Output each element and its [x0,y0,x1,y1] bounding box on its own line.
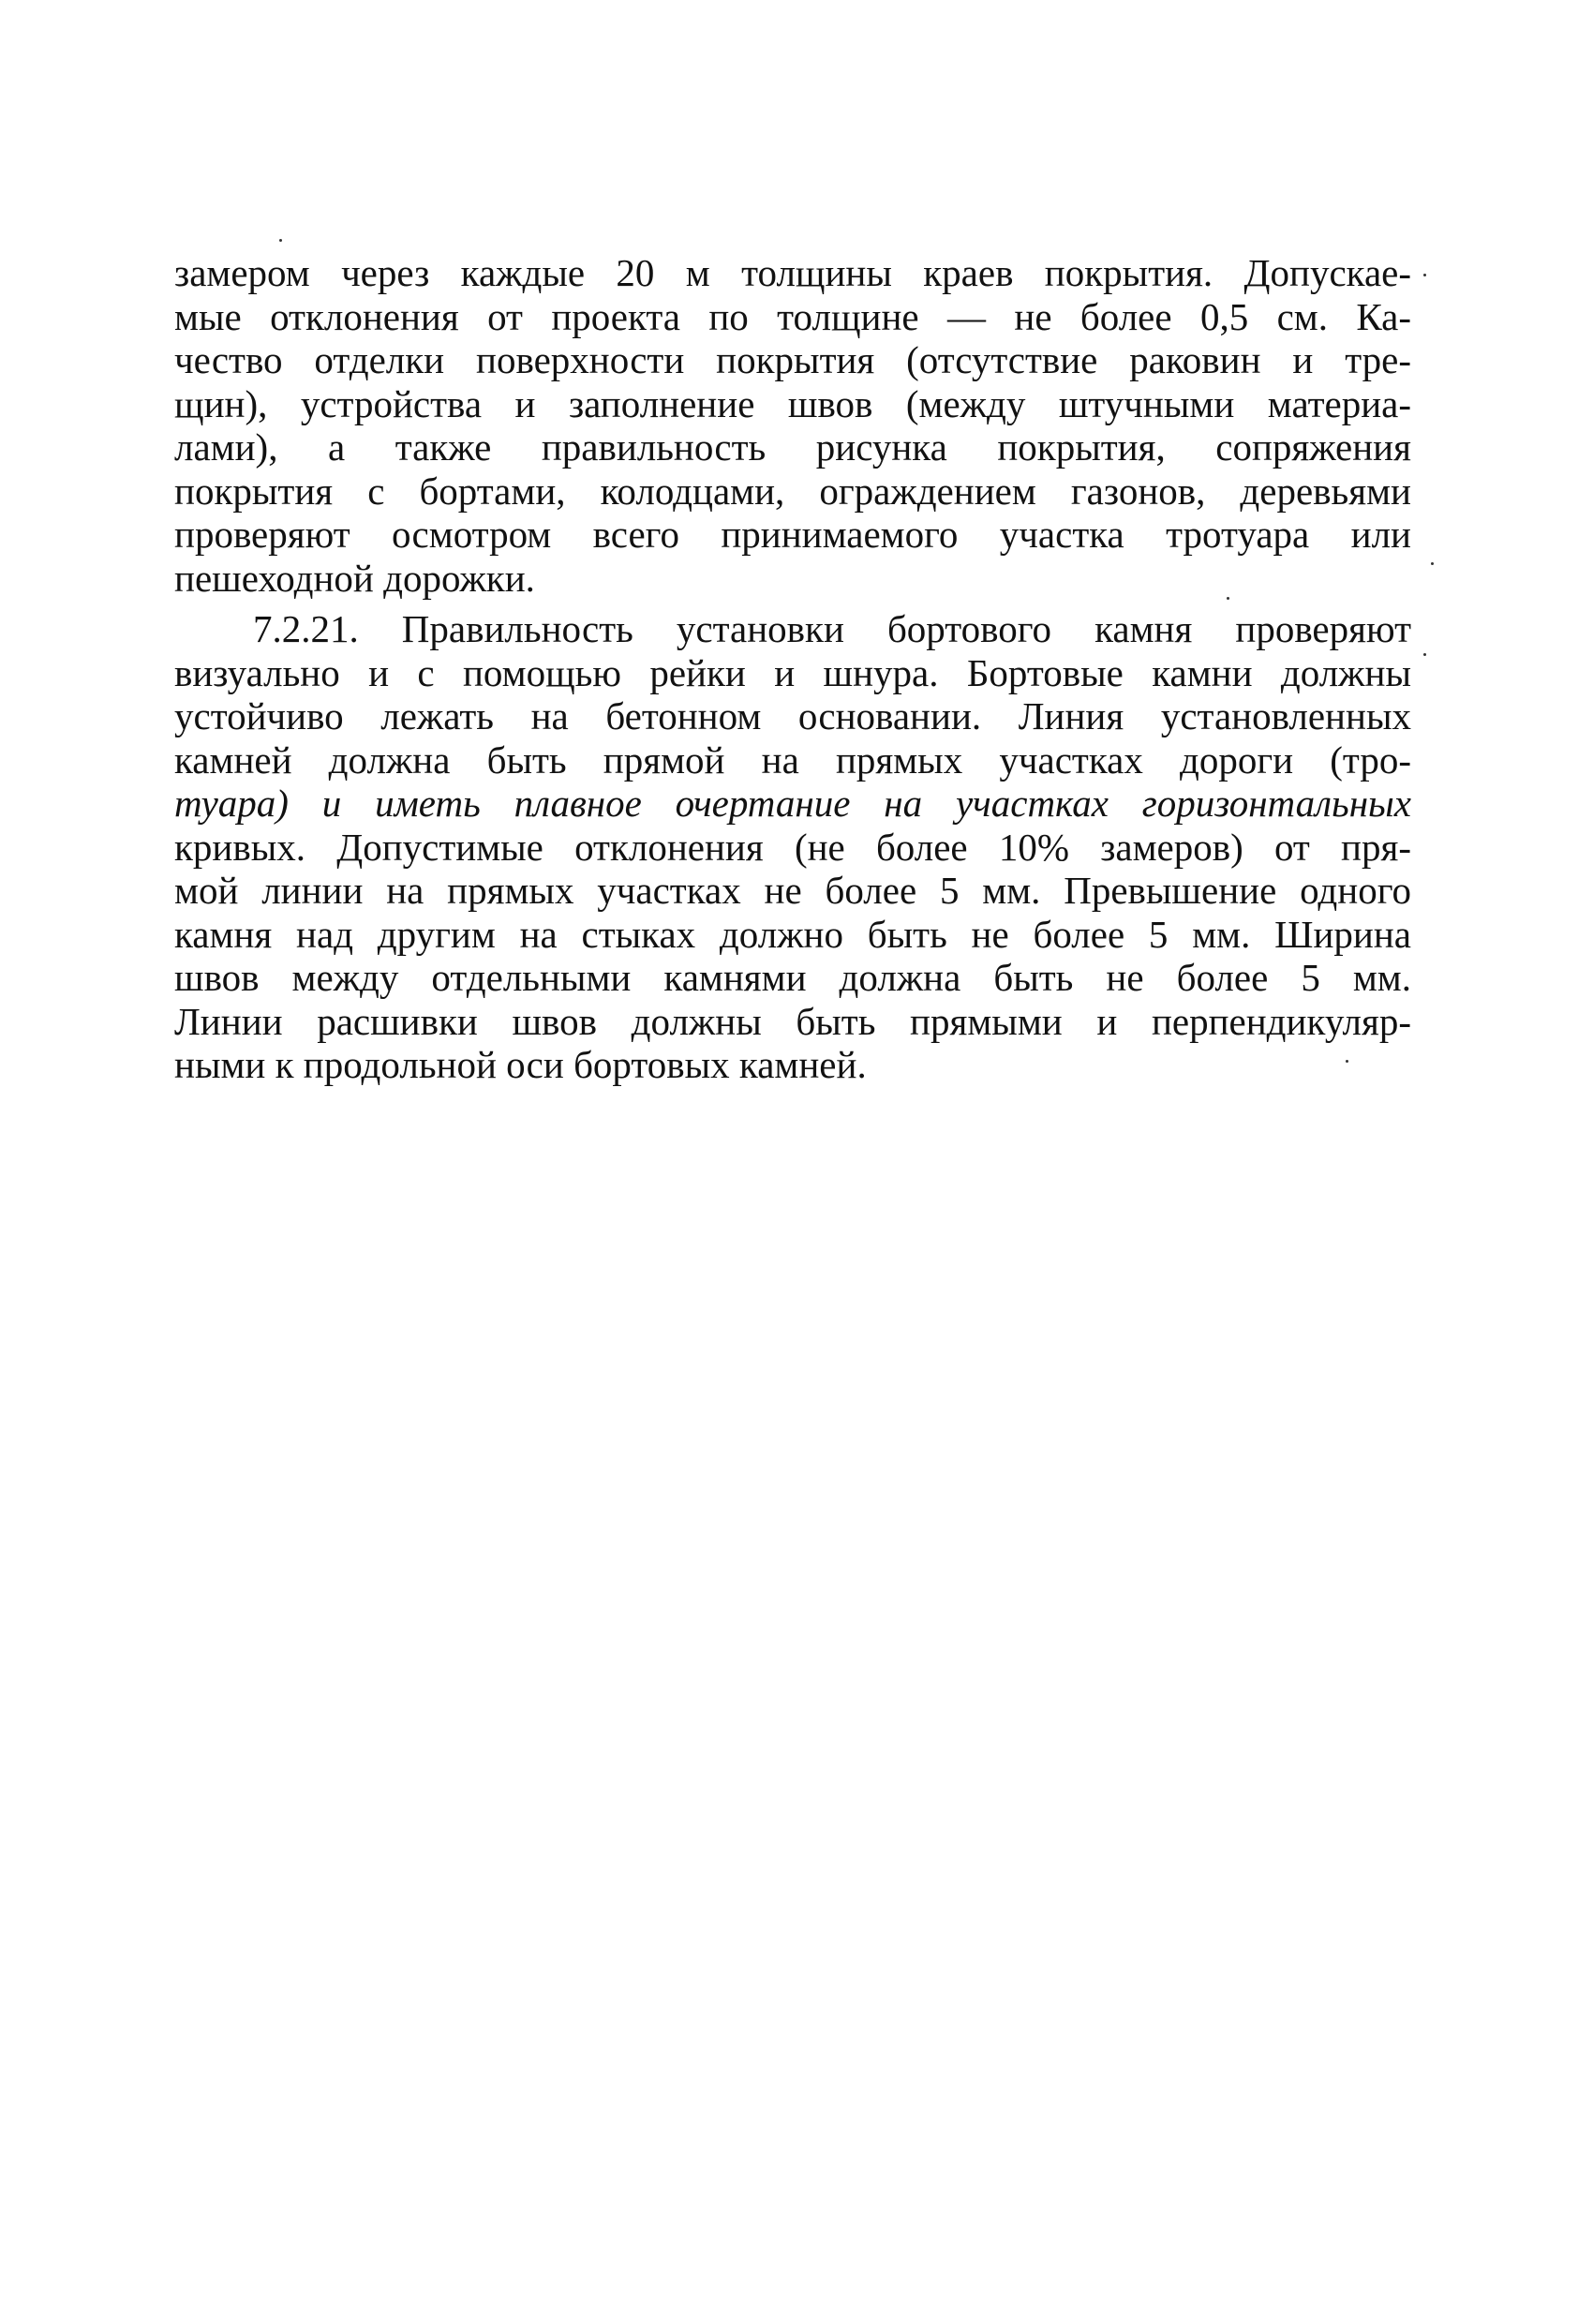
text-line-italic: туара) и иметь плавное очертание на участках горизонтальных [174,782,1411,825]
text-line: швов между отдельными камнями должна быть не более 5 мм. [174,956,1411,999]
text-line: пешеходной дорожки. [174,556,535,600]
paragraph-continuation [174,251,1411,600]
scan-speck [1431,562,1434,565]
text-line: покрытия с бортами, колодцами, ограждением газонов, деревьями [174,469,1411,513]
section-7-2-21 [174,607,1411,1087]
section-heading-line: 7.2.21. Правильность установки бортового камня проверяют [253,607,1411,650]
text-line: кривых. Допустимые отклонения (не более 10% замеров) от пря- [174,825,1411,869]
text-line: чество отделки поверхности покрытия (отсутствие раковин и тре- [174,338,1411,381]
scan-speck [1227,597,1229,600]
scan-speck [1423,274,1426,276]
text-line: замером через каждые 20 м толщины краев покрытия. Допускае- [174,251,1411,294]
text-line: камней должна быть прямой на прямых участках дороги (тро- [174,737,1411,782]
text-line: проверяют осмотром всего принимаемого участка тротуара или [174,513,1411,556]
text-line: устойчиво лежать на бетонном основании. Линия установленных [174,694,1411,737]
scan-speck [279,239,282,242]
page-text [174,251,1411,1087]
scan-speck [1346,1060,1348,1063]
scan-speck [1423,653,1426,656]
text-line: Линии расшивки швов должны быть прямыми и перпендикуляр- [174,999,1411,1043]
text-line: мой линии на прямых участках не более 5 мм. Превышение одного [174,869,1411,912]
text-line: щин), устройства и заполнение швов (между штучными материа- [174,381,1411,425]
text-line: камня над другим на стыках должно быть не более 5 мм. Ширина [174,912,1411,956]
text-line: мые отклонения от проекта по толщине — не более 0,5 см. Ка- [174,294,1411,338]
text-line: визуально и с помощью рейки и шнура. Бортовые камни должны [174,650,1411,694]
text-line: ными к продольной оси бортовых камней. [174,1043,867,1086]
text-line: лами), а также правильность рисунка покрытия, сопряжения [174,425,1411,469]
